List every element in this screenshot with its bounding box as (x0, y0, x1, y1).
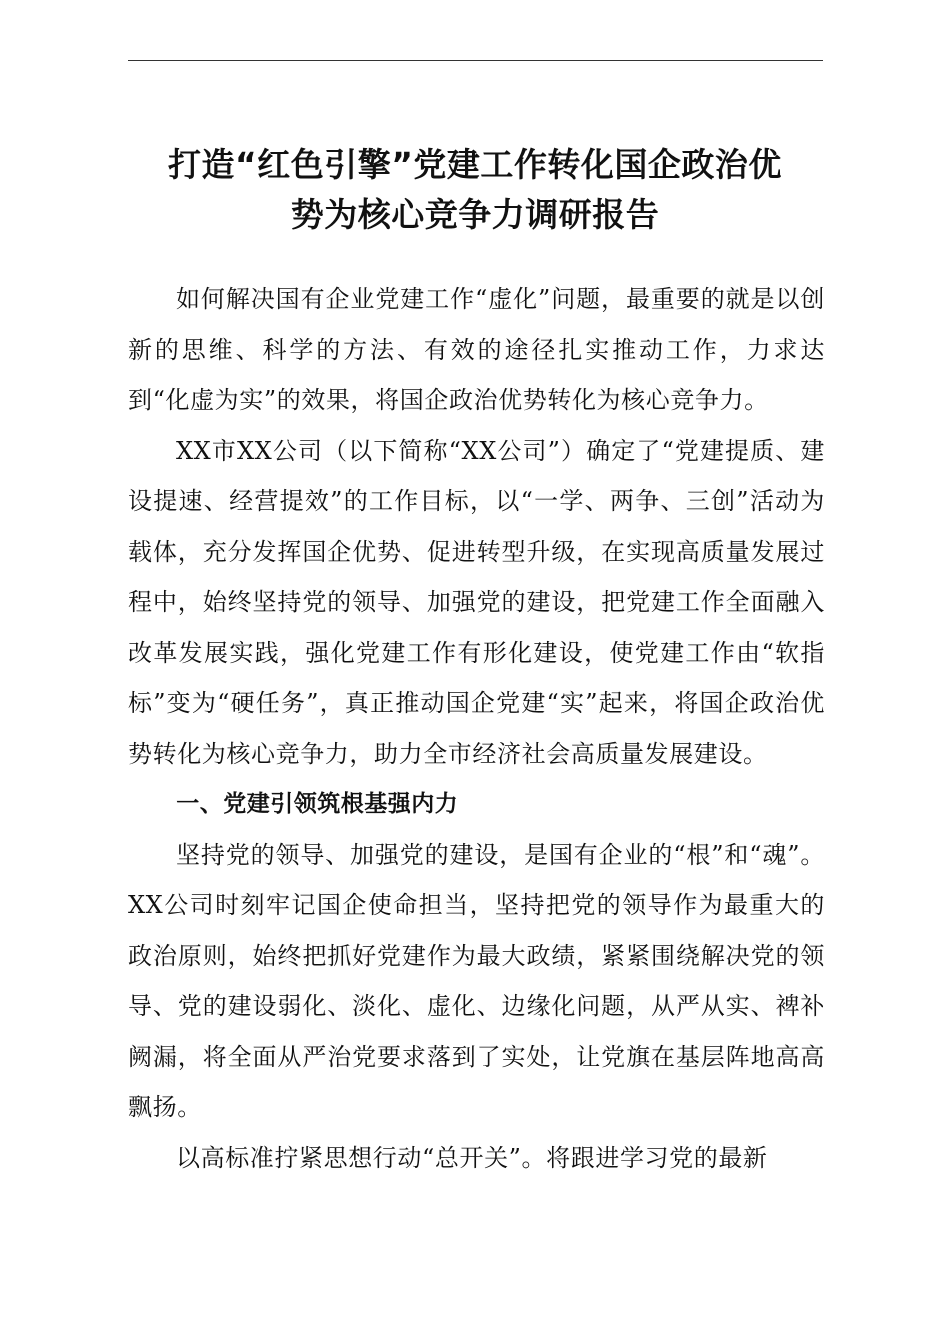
intro-paragraph: 如何解决国有企业党建工作“虚化”问题，最重要的就是以创新的思维、科学的方法、有效的途径扎实推动工作，力求达到“化虚为实”的效果，将国企政治优势转化为核心竞争力。 (128, 285, 825, 414)
title-line-1: 打造“红色引擎”党建工作转化国企政治优 (168, 145, 782, 184)
title-line-2: 势为核心竞争力调研报告 (290, 195, 660, 234)
document-title (110, 140, 840, 240)
header-rule (128, 60, 823, 61)
document-body (128, 274, 825, 1183)
section-1-paragraph: 坚持党的领导、加强党的建设，是国有企业的“根”和“魂”。XX公司时刻牢记国企使命担当，坚持把党的领导作为最重大的政治原则，始终把抓好党建作为最大政绩，紧紧围绕解决党的领导、党的建设弱化、淡化、虚化、边缘化问题，从严从实、裨补阙漏，将全面从严治党要求落到了实处，让党旗在基层阵地高高飘扬。 (128, 840, 825, 1121)
section-1-heading: 一、党建引领筑根基强内力 (176, 791, 459, 817)
section-1-paragraph: 以高标准拧紧思想行动“总开关”。将跟进学习党的最新 (176, 1143, 768, 1172)
company-overview-paragraph: XX市XX公司（以下简称“XX公司”）确定了“党建提质、建设提速、经营提效”的工作目标，以“一学、两争、三创”活动为载体，充分发挥国企优势、促进转型升级，在实现高质量发展过程中，始终坚持党的领导、加强党的建设，把党建工作全面融入改革发展实践，强化党建工作有形化建设，使党建工作由“软指标”变为“硬任务”，真正推动国企党建“实”起来，将国企政治优势转化为核心竞争力，助力全市经济社会高质量发展建设。 (128, 436, 825, 768)
